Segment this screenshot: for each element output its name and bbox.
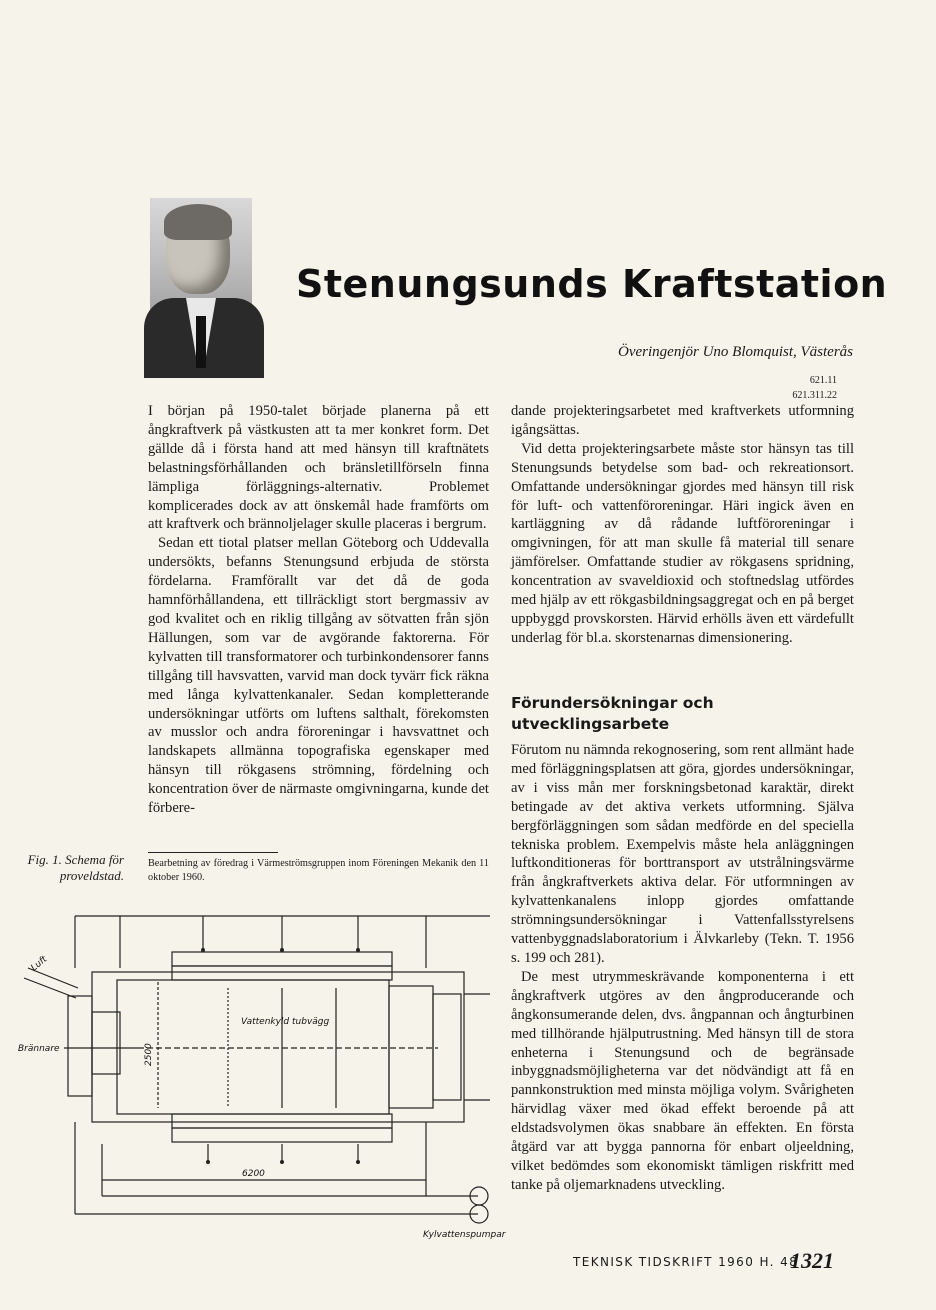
- udc-code-1: 621.11: [809, 375, 837, 386]
- paragraph: Sedan ett tiotal platser mellan Göteborg och Uddevalla undersökts, befanns Stenungsund erbjuda de största fördelarna. Framförallt var det då de goda hamnförhållandena, ett tillräckligt stort bergmassiv av god kvalitet och en riklig tillgång av sötvatten från sjön Hällungen, som var de avgörande faktorerna. För kylvatten till transformatorer och turbinkondensorer fanns tillgång till havsvatten, varvid man dock tyvärr fick räkna med långa kylvattenkanaler. Sedan kompletterande undersökningar utförts om luftens salthalt, förekomsten av musslor och andra föroreningar i havsvattnet och landskapets allmänna topografiska egenskaper med hänsyn till rökgasens strömning, fördelning och koncentration över de närmaste omgivningarna, kunde det förbere-: [148, 535, 489, 817]
- section-heading: Förundersökningar och utvecklingsarbete: [511, 694, 714, 733]
- paragraph: Vid detta projekteringsarbete måste stor hänsyn tas till Stenungsunds betydelse som bad- och rekreationsort. Omfattande undersökningar gjordes med hänsyn till risk för luft- och vattenföroreningar. Häri ingick även en kartläggning av då rådande luftföroreningar i omgivningen, för att man skulle få material till senare jämförelser. Omfattande studier av rökgasens spridning, koncentration av svaveldioxid och stoftnedslag utfördes med hjälp av ett rökgasbildningsaggregat och en på berget uppbyggd provskorsten. Härvid erhölls även ett värdefullt underlag för bl.a. skorstenarnas dimensionering.: [511, 440, 854, 646]
- air-label: Luft: [29, 954, 50, 974]
- width-label: 6200: [242, 1169, 265, 1179]
- journal-footer: TEKNISK TIDSKRIFT 1960 H. 48: [573, 1255, 799, 1269]
- burner-label: Brännare: [18, 1044, 60, 1054]
- furnace-diagram: [18, 908, 506, 1260]
- footnote-rule: [148, 852, 278, 853]
- footnote: Bearbetning av föredrag i Värmeströmsgruppen inom Föreningen Mekanik den 11 oktober 1960.: [148, 858, 489, 883]
- burner-housing: [68, 996, 92, 1096]
- author-line: Överingenjör Uno Blomquist, Västerås: [618, 344, 853, 360]
- height-label: 2500: [144, 1043, 154, 1066]
- left-column: [148, 402, 489, 818]
- page-number: 1321: [790, 1248, 834, 1273]
- article-title: Stenungsunds Kraftstation: [296, 262, 888, 306]
- figure-caption: Fig. 1. Schema för proveldstad.: [27, 852, 124, 883]
- paragraph: dande projekteringsarbetet med kraftverkets utformning igångsättas.: [511, 403, 854, 438]
- right-column-lower: [511, 741, 854, 1195]
- pumps-label: Kylvattenspumpar: [423, 1230, 506, 1240]
- paragraph: I början på 1950-talet började planerna på ett ångkraftverk på västkusten att ta mer konkret form. Det gällde då i första hand att med hänsyn till kraftnätets belastningsförhållanden och bränsletillförseln finna lämpliga förläggnings-alternativ. Problemet komplicerades dock av att önskemål hade framförts om att kraftverk och brännoljelager skulle placeras i bergrum.: [148, 403, 489, 533]
- udc-code-2: 621.311.22: [792, 390, 837, 401]
- paragraph: De mest utrymmeskrävande komponenterna i ett ångkraftverk utgöres av den ångproducerande och ångkonsumerande delen, dvs. ångpannan och ångturbinen med tillhörande hjälputrustning. Med hänsyn till de stora enheterna i Stenungsund och de begränsade inbyggnadsmöjligheterna var det nödvändigt att få en pannkonstruktion med minsta möjliga volym. Svårigheten härvidlag växer med ökad effekt beroende på att eldstadsvolymen ökas snabbare än effekten. En första åtgärd var att bygga pannorna för enbart oljeeldning, vilket bedömdes som ekonomiskt tämligen riskfritt med tanke på oljemarknadens utveckling.: [511, 968, 854, 1193]
- author-photo: [150, 198, 252, 364]
- paragraph: Förutom nu nämnda rekognosering, som rent allmänt hade med förläggningsplatsen att göra, gjordes undersökningar, av i viss mån mer forskningsbetonad karaktär, direkt betingade av det aktiva verkets utformning. Själva bergförläggningen som sådan medförde en del speciella tekniska problem. Exempelvis måste hela anläggningen luftkonditioneras för borttransport av utstrålningsvärme från ångkraftverkets aktiva delar. För utformningen av kylvattenkanalens inlopp gjordes omfattande strömningsundersökningar i Vattenfallsstyrelsens vattenbyggnadslaboratorium i Älvkarleby (Tekn. T. 1956 s. 199 och 281).: [511, 742, 854, 966]
- wall-label: Vattenkyld tubvägg: [241, 1017, 330, 1027]
- right-column: [511, 402, 854, 648]
